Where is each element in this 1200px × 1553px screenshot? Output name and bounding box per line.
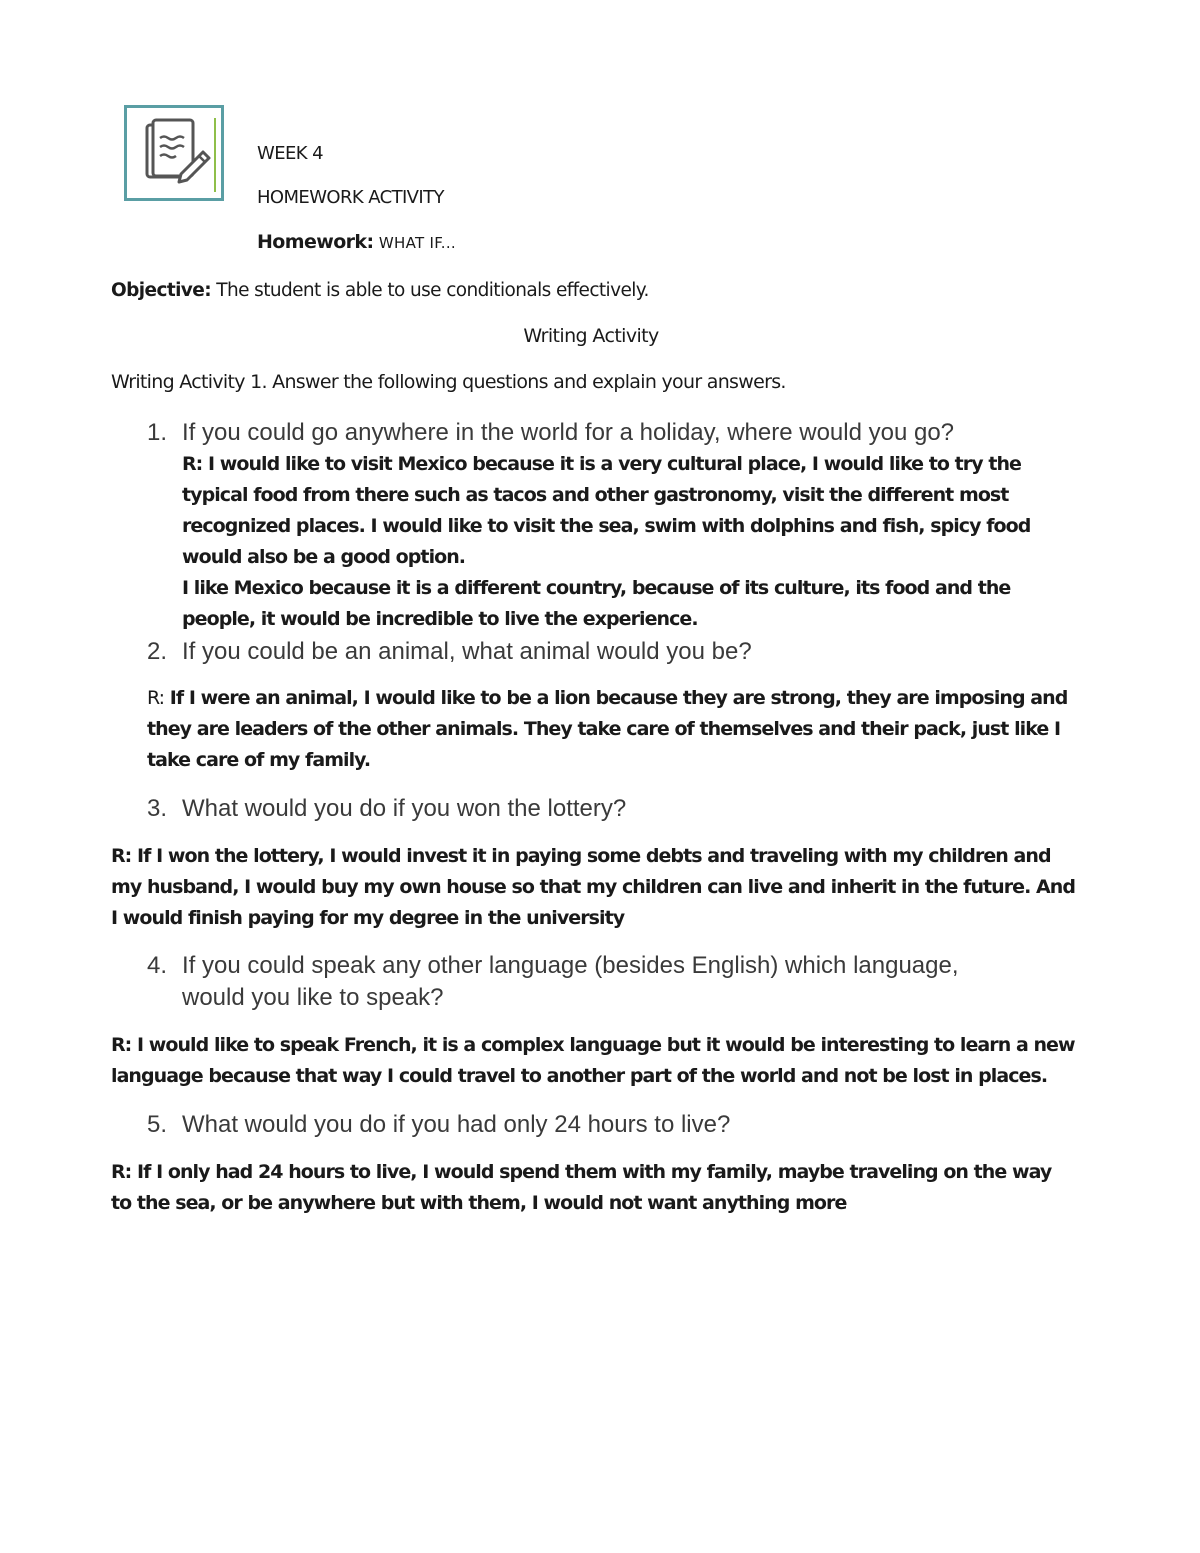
notebook-pen-icon xyxy=(127,108,221,198)
answer-line: people, it would be incredible to live the experience. xyxy=(182,608,698,630)
question-number: 4. xyxy=(147,952,168,979)
week-label: WEEK 4 xyxy=(257,143,323,164)
instructions xyxy=(111,371,786,393)
answer-prefix: R: xyxy=(147,687,165,709)
homework-name: WHAT IF... xyxy=(378,234,456,252)
answer-line: R: I would like to speak French, it is a complex language but it would be interesting to learn a new xyxy=(111,1034,1075,1056)
question-text: If you could be an animal, what animal would you be? xyxy=(182,638,752,665)
answer-5 xyxy=(111,1157,1051,1219)
answer-line xyxy=(147,683,1067,714)
homework-logo xyxy=(124,105,224,201)
answer-line: R: If I only had 24 hours to live, I would spend them with my family, maybe traveling on the way xyxy=(111,1161,1052,1183)
answer-line: I would finish paying for my degree in the university xyxy=(111,907,625,929)
answer-line: my husband, I would buy my own house so that my children can live and inherit in the future. And xyxy=(111,876,1076,898)
answer-line: R: I would like to visit Mexico because it is a very cultural place, I would like to try the xyxy=(182,453,1021,475)
question-text: If you could speak any other language (besides English) which language, xyxy=(182,952,959,979)
answer-line: to the sea, or be anywhere but with them, I would not want anything more xyxy=(111,1192,847,1214)
question-text: would you like to speak? xyxy=(182,984,444,1011)
question-text: What would you do if you won the lottery? xyxy=(182,795,627,822)
answer-line: would also be a good option. xyxy=(182,546,466,568)
objective-label: Objective: xyxy=(111,280,212,301)
question-number: 2. xyxy=(147,638,168,665)
answer-1 xyxy=(182,449,1030,635)
answer-line: language because that way I could travel to another part of the world and not be lost in places. xyxy=(111,1065,1048,1087)
instructions-text: Writing Activity 1. Answer the following questions and explain your answers. xyxy=(111,371,786,393)
objective xyxy=(111,280,649,301)
homework-label: Homework: xyxy=(257,231,374,253)
answer-4 xyxy=(111,1030,1075,1092)
answer-line: they are leaders of the other animals. They take care of themselves and their pack, just like I xyxy=(147,718,1061,740)
objective-text: The student is able to use conditionals effectively. xyxy=(216,280,649,301)
answer-line: recognized places. I would like to visit the sea, swim with dolphins and fish, spicy food xyxy=(182,515,1031,537)
question-text: What would you do if you had only 24 hours to live? xyxy=(182,1111,731,1138)
question-number: 5. xyxy=(147,1111,168,1138)
question-text: If you could go anywhere in the world for a holiday, where would you go? xyxy=(182,419,955,446)
answer-line: I like Mexico because it is a different country, because of its culture, its food and the xyxy=(182,577,1011,599)
question-number: 3. xyxy=(147,795,168,822)
answer-2 xyxy=(147,683,1067,776)
homework-title xyxy=(257,231,456,253)
section-title: Writing Activity xyxy=(523,325,659,347)
question-number: 1. xyxy=(147,419,168,446)
answer-line: typical food from there such as tacos and other gastronomy, visit the different most xyxy=(182,484,1009,506)
answer-line-text: If I were an animal, I would like to be a lion because they are strong, they are imposing and xyxy=(164,687,1068,709)
answer-line: take care of my family. xyxy=(147,749,371,771)
answer-3 xyxy=(111,841,1075,934)
answer-line: R: If I won the lottery, I would invest it in paying some debts and traveling with my children and xyxy=(111,845,1051,867)
logo-accent-bar xyxy=(214,118,216,192)
activity-label: HOMEWORK ACTIVITY xyxy=(257,187,444,208)
